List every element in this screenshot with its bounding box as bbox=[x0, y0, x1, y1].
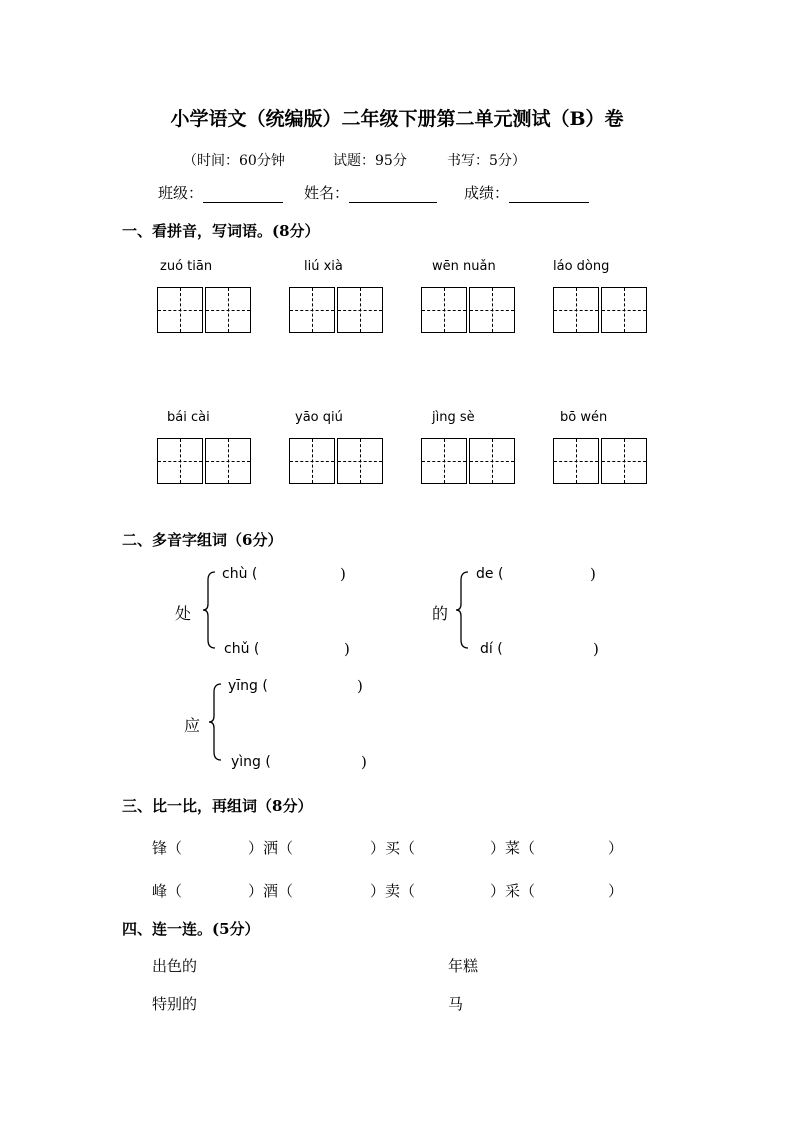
compare-item: ） bbox=[608, 882, 624, 900]
brace-icon bbox=[455, 570, 469, 650]
writing-box[interactable] bbox=[205, 438, 251, 484]
compare-item: ）买（ bbox=[370, 839, 416, 857]
polyphone-top: chù ( bbox=[222, 566, 258, 582]
close-paren: ) bbox=[344, 640, 350, 658]
time-info: （时间：60分钟 bbox=[183, 153, 285, 169]
writing-box[interactable] bbox=[337, 438, 383, 484]
name-field bbox=[304, 182, 437, 203]
compare-item: ）菜（ bbox=[490, 839, 536, 857]
grade-label: 成绩： bbox=[464, 184, 510, 202]
pinyin-label: zuó tiān bbox=[160, 259, 213, 274]
section1-heading: 一、看拼音，写词语。(8分） bbox=[122, 222, 320, 240]
brace-icon bbox=[202, 570, 216, 650]
grade-field bbox=[464, 182, 589, 203]
compare-item: ）卖（ bbox=[370, 882, 416, 900]
writing-box[interactable] bbox=[157, 287, 203, 333]
class-label: 班级： bbox=[158, 184, 204, 202]
writing-box[interactable] bbox=[289, 287, 335, 333]
compare-item: ） bbox=[608, 839, 624, 857]
close-paren: ) bbox=[357, 677, 363, 695]
polyphone-top: yīng ( bbox=[228, 678, 268, 694]
writing-box[interactable] bbox=[421, 438, 467, 484]
grade-blank[interactable] bbox=[509, 188, 589, 203]
writing-info: 书写：5分） bbox=[447, 153, 526, 169]
polyphone-char: 处 bbox=[175, 604, 192, 623]
writing-box[interactable] bbox=[553, 287, 599, 333]
writing-box[interactable] bbox=[601, 287, 647, 333]
name-blank[interactable] bbox=[349, 188, 437, 203]
compare-item: ）酒（ bbox=[248, 882, 294, 900]
pinyin-label: láo dòng bbox=[553, 259, 610, 274]
score-info: 试题：95分 bbox=[333, 153, 407, 169]
pinyin-label: liú xià bbox=[304, 259, 343, 274]
pinyin-label: bō wén bbox=[560, 410, 608, 425]
class-blank[interactable] bbox=[203, 188, 283, 203]
close-paren: ) bbox=[340, 565, 346, 583]
pinyin-label: bái cài bbox=[167, 410, 210, 425]
name-label: 姓名： bbox=[304, 184, 350, 202]
writing-box[interactable] bbox=[553, 438, 599, 484]
class-field bbox=[158, 182, 283, 203]
close-paren: ) bbox=[590, 565, 596, 583]
writing-box[interactable] bbox=[469, 438, 515, 484]
match-right-item[interactable]: 马 bbox=[448, 995, 464, 1013]
section4-heading: 四、连一连。(5分） bbox=[122, 920, 260, 938]
writing-box[interactable] bbox=[601, 438, 647, 484]
pinyin-label: yāo qiú bbox=[295, 410, 343, 425]
compare-item: ）采（ bbox=[490, 882, 536, 900]
pinyin-label: jìng sè bbox=[432, 410, 475, 425]
compare-item: 锋（ bbox=[152, 839, 183, 857]
pinyin-label: wēn nuǎn bbox=[432, 259, 496, 274]
writing-box[interactable] bbox=[205, 287, 251, 333]
compare-item: ）洒（ bbox=[248, 839, 294, 857]
writing-box[interactable] bbox=[289, 438, 335, 484]
polyphone-char: 的 bbox=[432, 604, 449, 623]
writing-box[interactable] bbox=[469, 287, 515, 333]
polyphone-bottom: yìng ( bbox=[231, 754, 271, 770]
match-left-item[interactable]: 特别的 bbox=[152, 995, 198, 1013]
match-left-item[interactable]: 出色的 bbox=[152, 957, 198, 975]
page-title: 小学语文（统编版）二年级下册第二单元测试（B）卷 bbox=[170, 108, 624, 130]
section2-heading: 二、多音字组词（6分） bbox=[122, 531, 283, 549]
writing-box[interactable] bbox=[337, 287, 383, 333]
brace-icon bbox=[208, 682, 222, 762]
section3-heading: 三、比一比，再组词（8分） bbox=[122, 797, 313, 815]
writing-box[interactable] bbox=[157, 438, 203, 484]
close-paren: ) bbox=[361, 753, 367, 771]
close-paren: ) bbox=[593, 640, 599, 658]
match-right-item[interactable]: 年糕 bbox=[448, 957, 479, 975]
polyphone-bottom: dí ( bbox=[480, 641, 503, 657]
polyphone-char: 应 bbox=[184, 716, 201, 735]
compare-item: 峰（ bbox=[152, 882, 183, 900]
polyphone-top: de ( bbox=[476, 566, 504, 582]
polyphone-bottom: chǔ ( bbox=[224, 641, 260, 657]
writing-box[interactable] bbox=[421, 287, 467, 333]
